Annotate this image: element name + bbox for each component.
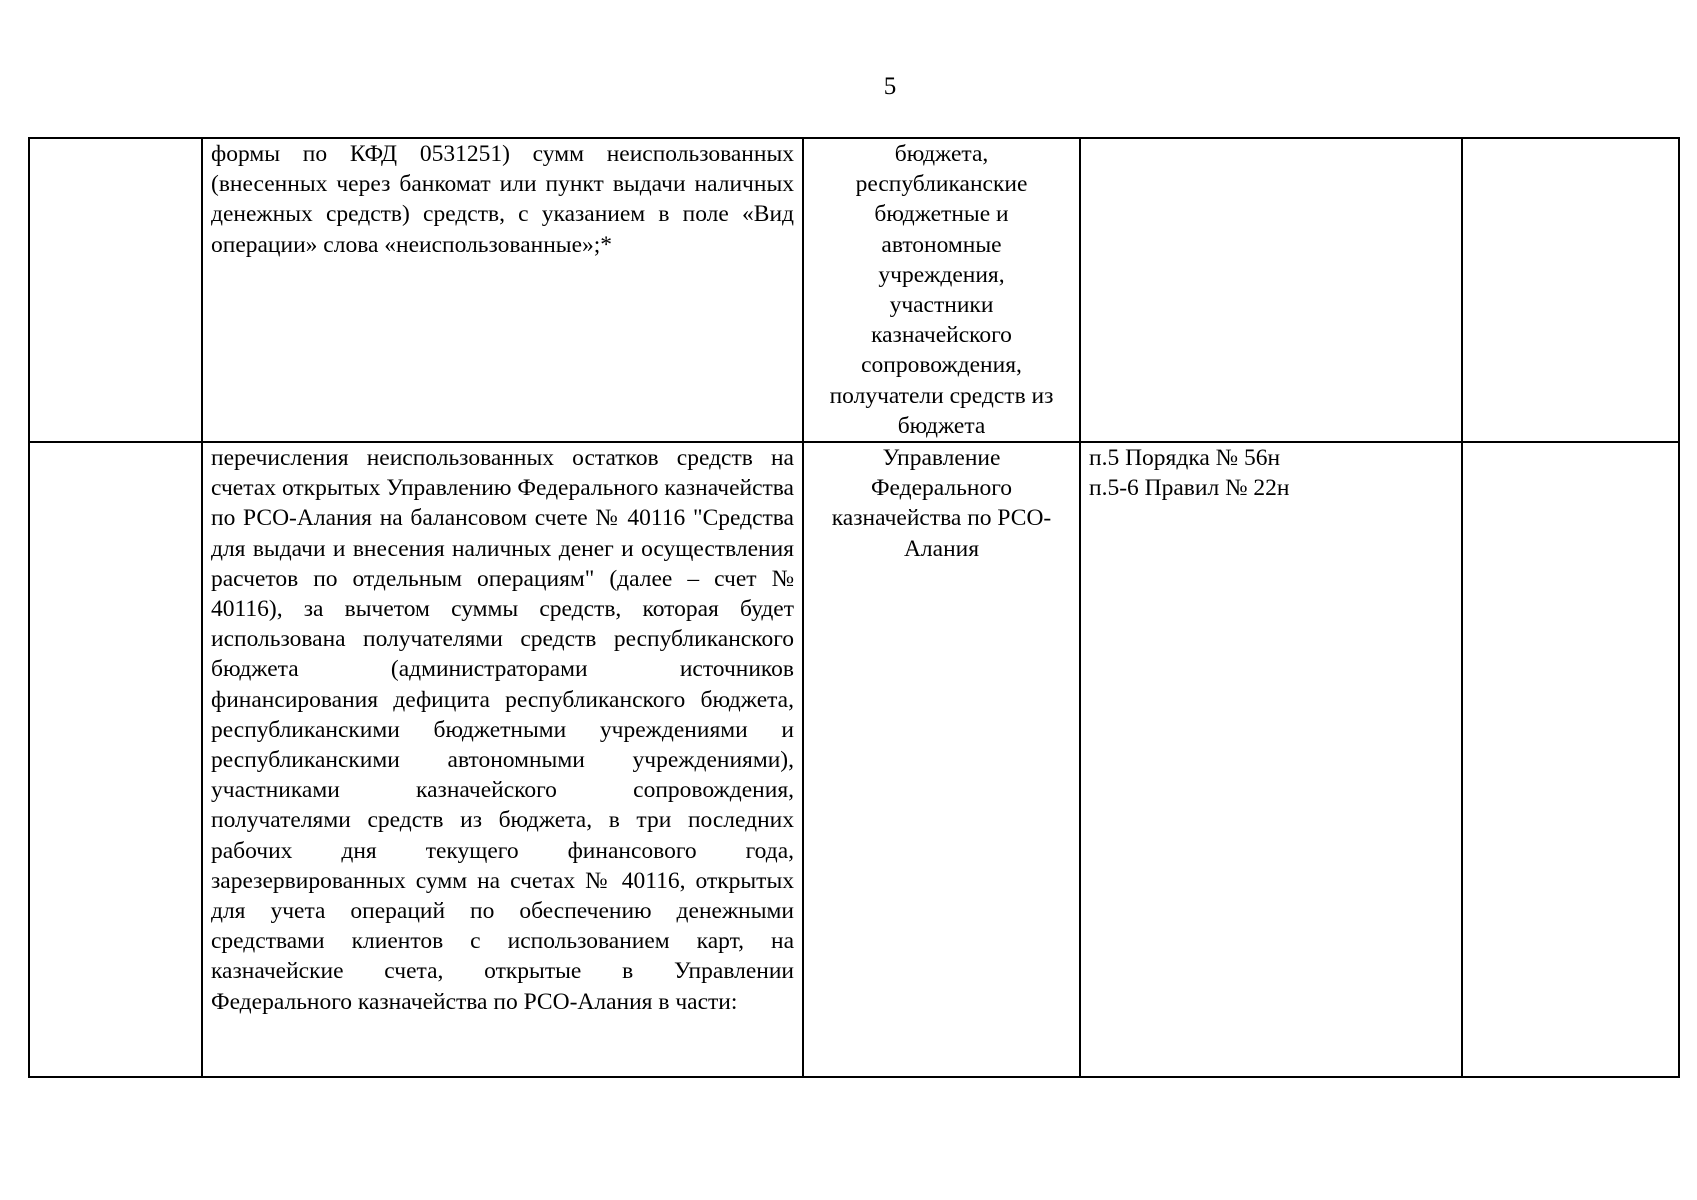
reference-line: п.5 Порядка № 56н — [1089, 445, 1281, 472]
responsible-line: Алания — [903, 535, 980, 562]
cell-number — [29, 442, 202, 1077]
responsible-line: Управление — [882, 445, 1001, 472]
responsible-line: Федерального — [870, 475, 1013, 502]
cell-responsible — [803, 138, 1080, 442]
responsible-line: учреждения, — [878, 261, 1005, 288]
cell-description: формы по КФД 0531251) сумм неиспользованных (внесенных через банкомат или пункт выдачи наличных денежных средств) средств, с указанием в поле «Вид операции» слова «неиспользованные»;* — [202, 138, 803, 442]
responsible-line: казначейства по РСО- — [831, 505, 1052, 532]
responsible-line: бюджета, — [894, 141, 989, 167]
cell-description: перечисления неиспользованных остатков средств на счетах открытых Управлению Федерального казначейства по РСО-Алания на балансовом счете № 40116 "Средства для выдачи и внесения наличных денег и осуществления расчетов по отдельным операциям" (далее – счет № 40116), за вычетом суммы средств, которая будет использована получателями средств республиканского бюджета (администраторами источников финансирования дефицита республиканского бюджета, республиканскими бюджетными учреждениями и республиканскими автономными учреждениями), участниками казначейского сопровождения, получателями средств из бюджета, в три последних рабочих дня текущего финансового года, зарезервированных сумм на счетах № 40116, открытых для учета операций по обеспечению денежными средствами клиентов с использованием карт, на казначейские счета, открытые в Управлении Федерального казначейства по РСО-Алания в части: — [202, 442, 803, 1077]
responsible-line: республиканские — [855, 171, 1028, 198]
cell-reference — [1080, 138, 1462, 442]
responsible-line: получатели средств из — [829, 382, 1054, 409]
responsible-line: казначейского — [871, 322, 1012, 349]
responsible-line: бюджета — [897, 412, 986, 439]
cell-reference — [1080, 442, 1462, 1077]
document-table — [28, 137, 1680, 1078]
responsible-line: сопровождения, — [861, 352, 1022, 379]
cell-responsible — [803, 442, 1080, 1077]
responsible-line: участники — [889, 292, 994, 319]
cell-note — [1462, 138, 1679, 442]
responsible-line: бюджетные и — [874, 201, 1009, 228]
table-row — [29, 442, 1679, 1077]
responsible-line: автономные — [881, 231, 1002, 258]
cell-number — [29, 138, 202, 442]
reference-line: п.5-6 Правил № 22н — [1089, 475, 1290, 502]
page-number: 5 — [883, 73, 897, 100]
cell-note — [1462, 442, 1679, 1077]
table-row — [29, 138, 1679, 442]
